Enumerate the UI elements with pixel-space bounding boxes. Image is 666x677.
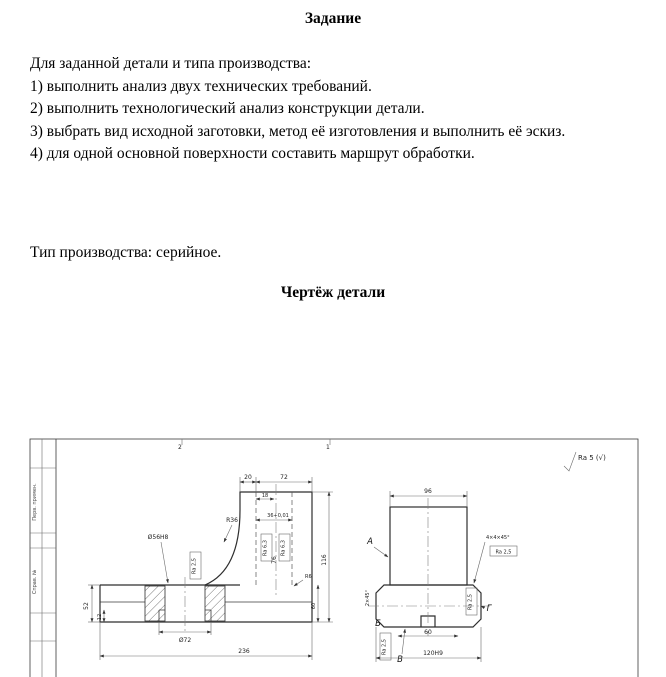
frame-stub-bottom: Справ. № (32, 569, 38, 595)
front-view-dimensions (83, 474, 333, 660)
dim-36-tol: 36+0,01 (267, 513, 289, 519)
drawing-frame (30, 439, 638, 677)
task-item-3: 3) выбрать вид исходной заготовки, метод её изготовления и выполнить её эскиз. (30, 122, 566, 140)
front-view (100, 484, 312, 634)
drawing-heading: Чертёж детали (280, 284, 386, 301)
section-hatch-right (205, 586, 225, 621)
section-hatch-left (145, 586, 165, 621)
roughness-ra25-left: Ra 2,5 (381, 639, 388, 655)
dim-chamfer-2x45: 2×45° (365, 589, 371, 607)
frame-stub-top: Перв. примен. (32, 483, 38, 521)
part-drawing (28, 436, 641, 677)
dim-52: 52 (83, 602, 90, 610)
dim-60-front: 60 (311, 602, 317, 610)
task-item-2: 2) выполнить технологический анализ конструкции детали. (30, 100, 425, 117)
dim-20: 20 (244, 474, 252, 481)
dim-56h8: Ø56H8 (147, 534, 169, 541)
dim-76: 76 (271, 556, 278, 564)
roughness-ra25-top: Ra 2,5 (495, 549, 512, 556)
general-roughness-mark: Ra 5 (√) (578, 454, 606, 462)
roughness-ra25-right: Ra 2,5 (467, 594, 474, 610)
task-text (30, 53, 595, 166)
point-label-a: А (367, 537, 373, 547)
task-item-1: 1) выполнить анализ двух технических требований. (30, 77, 372, 95)
task-intro: Для заданной детали и типа производства: (30, 55, 312, 72)
doc-title: Задание (304, 10, 362, 27)
zone-label-1: 1 (326, 444, 330, 451)
point-label-b: Б (375, 619, 381, 629)
dim-r36: R36 (226, 517, 238, 524)
roughness-ra63-right: Ra 6,3 (280, 540, 287, 556)
task-item-4: 4) для одной основной поверхности составить маршрут обработки. (30, 145, 475, 162)
dim-12: 12 (97, 613, 103, 621)
zone-label-2: 2 (178, 444, 182, 451)
dim-96: 96 (424, 488, 432, 495)
roughness-ra63-left: Ra 6,3 (262, 540, 269, 556)
dim-72-bore: Ø72 (178, 637, 192, 644)
dim-236: 236 (238, 648, 250, 655)
production-type: Тип производства: серийное. (30, 244, 222, 261)
dim-60-side: 60 (424, 629, 432, 636)
dim-chamfer-4x4: 4×4×45° (486, 535, 510, 541)
side-view-dimensions (365, 488, 517, 665)
point-label-v: В (397, 655, 403, 665)
roughness-ra25-bore: Ra 2,5 (191, 558, 198, 574)
point-label-g: Г (486, 604, 492, 614)
dim-72-top: 72 (280, 474, 288, 481)
dim-r6: R6 (305, 574, 312, 580)
dim-18: 18 (261, 493, 269, 499)
dim-120h9: 120H9 (423, 650, 443, 657)
dim-116: 116 (321, 554, 328, 566)
